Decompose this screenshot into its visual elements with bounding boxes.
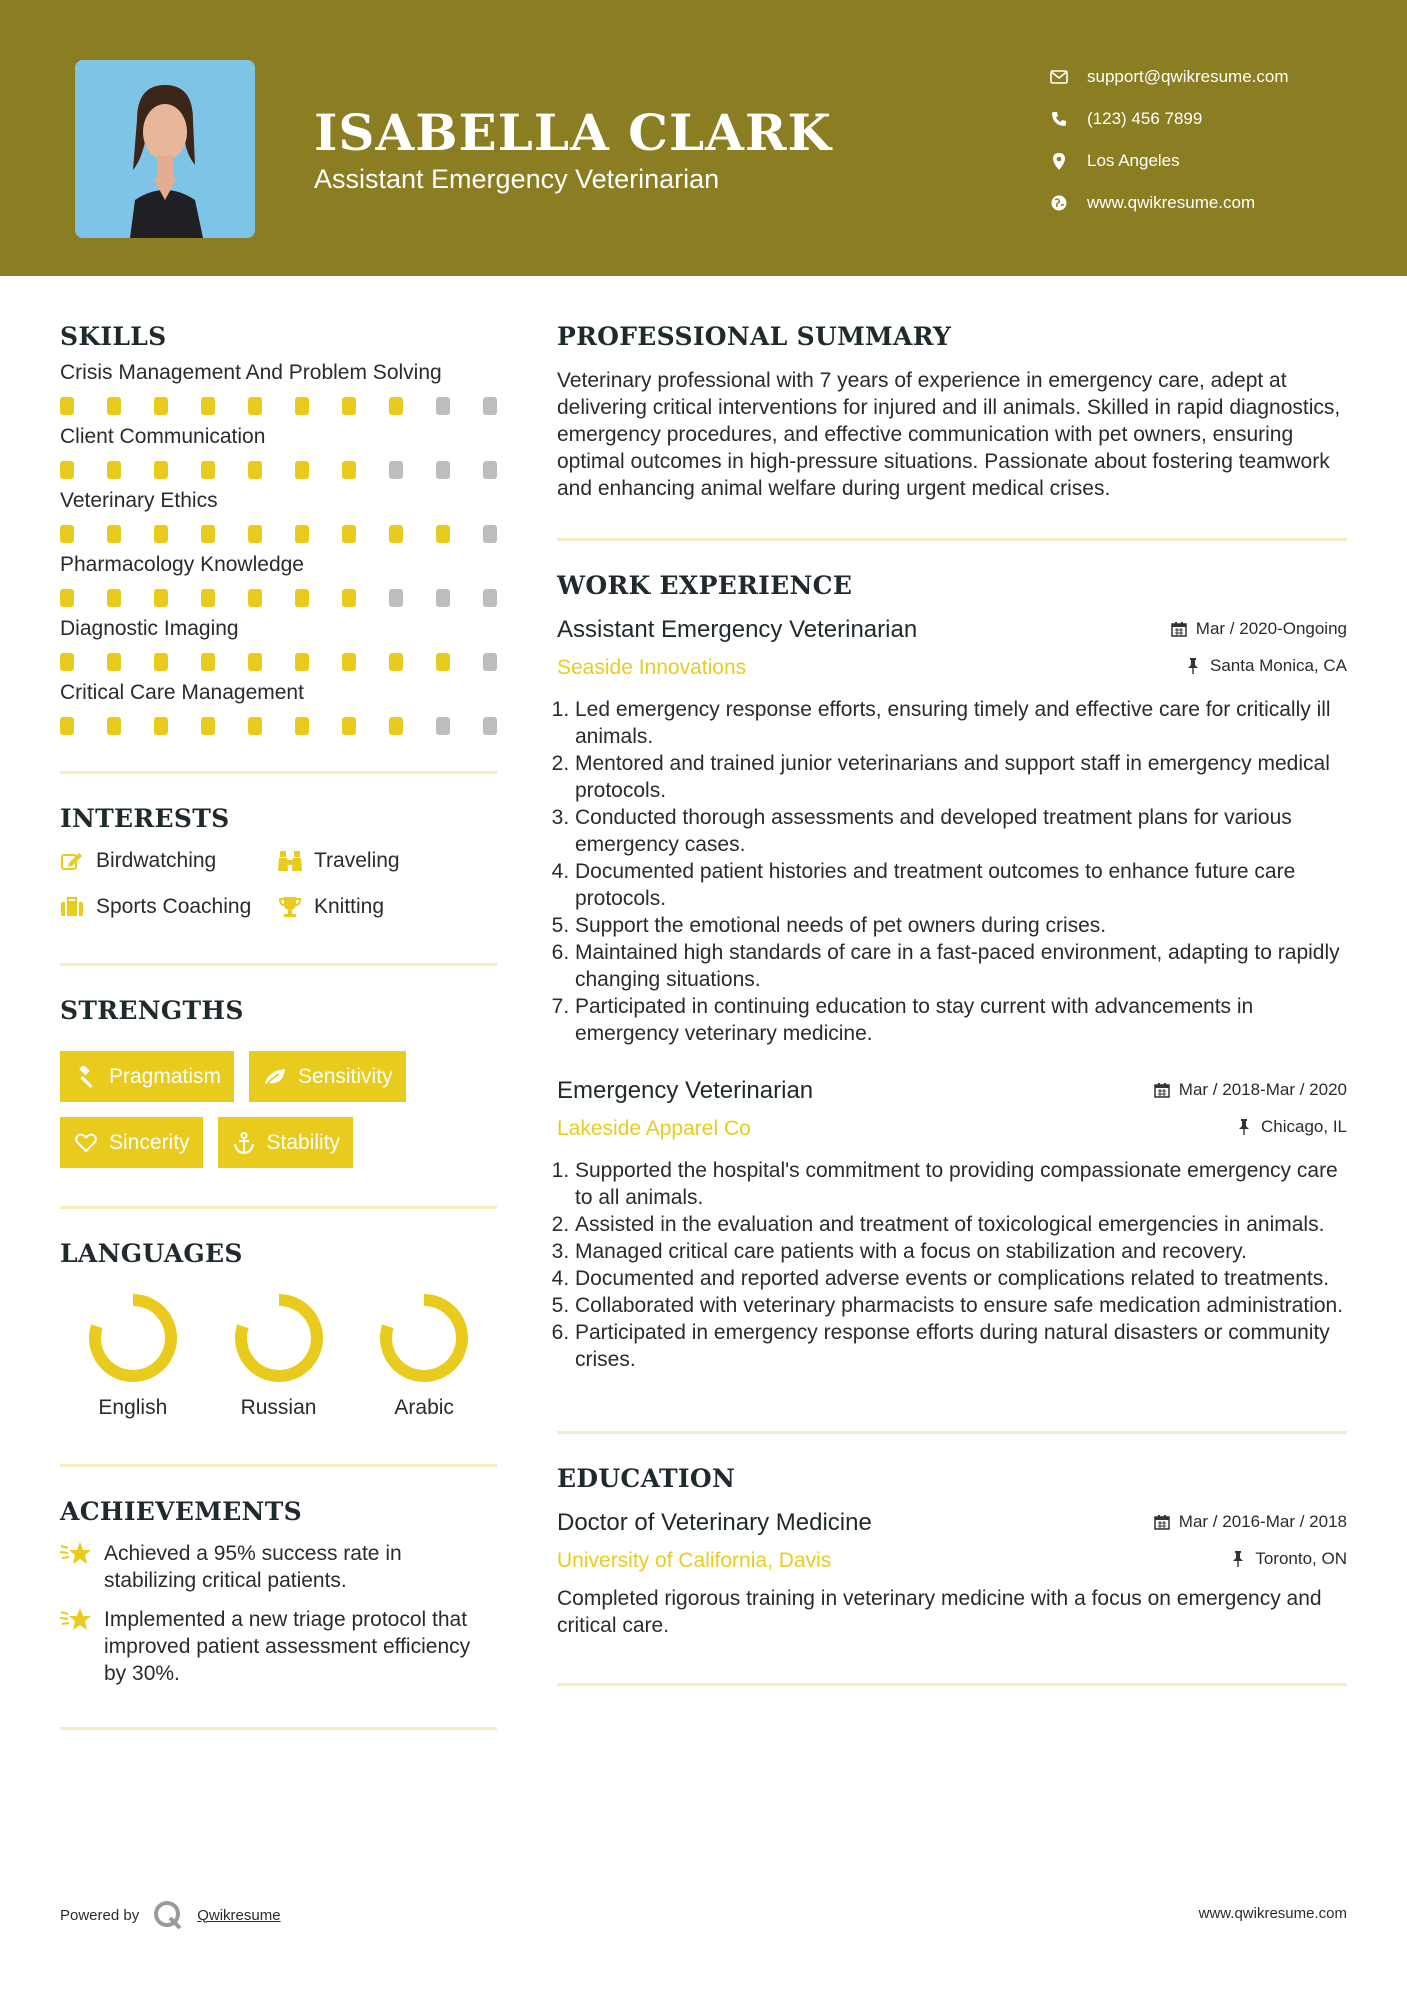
contact-phone-text: (123) 456 7899 xyxy=(1087,109,1203,128)
skill-dot-filled xyxy=(201,653,215,671)
contact-website-text: www.qwikresume.com xyxy=(1087,193,1256,212)
map-pin-icon xyxy=(1049,151,1069,171)
job-bullets xyxy=(557,1157,1347,1373)
interest-label: Sports Coaching xyxy=(96,895,252,918)
strength-tag xyxy=(60,1117,203,1168)
job-bullet: 6. Participated in emergency response efforts during natural disasters or community crises. xyxy=(575,1319,1347,1373)
skill-dot-filled xyxy=(248,461,262,479)
skill-dot-empty xyxy=(483,525,497,543)
pencil-square-icon xyxy=(60,849,84,873)
skill-dot-filled xyxy=(201,717,215,735)
skill-dot-filled xyxy=(436,653,450,671)
skill-dot-filled xyxy=(436,525,450,543)
job-location xyxy=(1184,656,1347,676)
skill-dot-filled xyxy=(295,525,309,543)
job-bullet: 5. Support the emotional needs of pet owners during crises. xyxy=(575,912,1347,939)
skill-dot-filled xyxy=(342,717,356,735)
skill-dot-filled xyxy=(342,397,356,415)
education-dates xyxy=(1153,1512,1347,1532)
achievements-heading: ACHIEVEMENTS xyxy=(60,1497,302,1526)
briefcase-icon xyxy=(60,895,84,919)
skill-dot-empty xyxy=(436,717,450,735)
skill-rating xyxy=(60,397,497,415)
interest-label: Birdwatching xyxy=(96,849,217,872)
job-title: Emergency Veterinarian xyxy=(557,1077,814,1104)
calendar-icon xyxy=(1153,1081,1171,1099)
footer-powered-by xyxy=(60,1900,281,1930)
language-label: Arabic xyxy=(394,1396,454,1419)
profile-photo xyxy=(75,60,255,238)
summary-text: Veterinary professional with 7 years of experience in emergency care, adept at delivering critical interventions for injured and ill animals. Skilled in rapid diagnostics, emergency procedures, and effective communication with pet owners, ensuring optimal outcomes in high-pressure situations. Passionate about fostering teamwork and enhancing animal welfare during urgent medical crises. xyxy=(557,369,1341,500)
skill-dot-filled xyxy=(60,589,74,607)
calendar-icon xyxy=(1153,1513,1171,1531)
job-subheader xyxy=(557,656,1347,680)
skill-name: Diagnostic Imaging xyxy=(60,617,239,640)
job-bullet: 1. Led emergency response efforts, ensuring timely and effective care for critically ill animals. xyxy=(575,696,1347,750)
education-entry xyxy=(557,1509,1347,1639)
language-proficiency-ring xyxy=(85,1290,181,1386)
skill-dot-filled xyxy=(60,461,74,479)
skill-dot-filled xyxy=(389,717,403,735)
skill-dot-filled xyxy=(295,461,309,479)
strengths-heading: STRENGTHS xyxy=(60,996,244,1025)
footer-website[interactable]: www.qwikresume.com xyxy=(1198,1905,1347,1922)
interests-list xyxy=(60,849,497,919)
experience-heading: WORK EXPERIENCE xyxy=(557,571,853,600)
skill-dot-filled xyxy=(107,461,121,479)
skill-dot-filled xyxy=(201,589,215,607)
skill-dot-filled xyxy=(154,525,168,543)
language-item xyxy=(351,1290,497,1420)
skill-dot-filled xyxy=(248,525,262,543)
contact-list xyxy=(1049,56,1289,224)
achievements-list xyxy=(60,1540,497,1687)
pushpin-icon xyxy=(1184,657,1202,675)
job-bullet: 2. Mentored and trained junior veterinarians and support staff in emergency medical protocols. xyxy=(575,750,1347,804)
skill-dot-filled xyxy=(342,525,356,543)
language-proficiency-ring xyxy=(231,1290,327,1386)
job-bullet: 6. Maintained high standards of care in a fast-paced environment, adapting to rapidly changing situations. xyxy=(575,939,1347,993)
interest-label: Knitting xyxy=(314,895,385,918)
strength-label: Sensitivity xyxy=(298,1064,393,1088)
pushpin-icon xyxy=(1235,1118,1253,1136)
skill-dot-empty xyxy=(483,589,497,607)
left-column xyxy=(60,322,497,1730)
interests-heading: INTERESTS xyxy=(60,804,230,833)
section-divider xyxy=(60,963,497,966)
skill-dot-empty xyxy=(483,397,497,415)
skill-dot-filled xyxy=(60,653,74,671)
job-header xyxy=(557,1077,1347,1105)
job-bullet: 4. Documented patient histories and treatment outcomes to enhance future care protocols. xyxy=(575,858,1347,912)
skill-dot-empty xyxy=(389,461,403,479)
job-company: Lakeside Apparel Co xyxy=(557,1117,751,1140)
job-entry xyxy=(557,1077,1347,1373)
skill-dot-empty xyxy=(483,461,497,479)
skill-item xyxy=(60,361,497,415)
skill-dot-filled xyxy=(248,653,262,671)
skill-dot-filled xyxy=(107,653,121,671)
strength-label: Sincerity xyxy=(109,1130,190,1154)
job-dates-text: Mar / 2020-Ongoing xyxy=(1195,619,1347,638)
pushpin-icon xyxy=(1229,1550,1247,1568)
skill-name: Crisis Management And Problem Solving xyxy=(60,361,442,384)
skills-heading: SKILLS xyxy=(60,322,167,351)
interest-item xyxy=(60,849,278,873)
contact-location xyxy=(1049,140,1289,182)
skill-dot-filled xyxy=(295,589,309,607)
gavel-icon xyxy=(73,1065,99,1089)
skill-dot-filled xyxy=(295,397,309,415)
skill-dot-filled xyxy=(248,397,262,415)
skill-dot-filled xyxy=(154,653,168,671)
skill-dot-empty xyxy=(389,589,403,607)
skill-item xyxy=(60,617,497,671)
skill-dot-filled xyxy=(107,397,121,415)
job-title: Assistant Emergency Veterinarian xyxy=(557,616,918,643)
skill-dot-filled xyxy=(389,525,403,543)
skill-dot-filled xyxy=(154,589,168,607)
skill-dot-empty xyxy=(483,653,497,671)
education-subheader xyxy=(557,1549,1347,1573)
achievement-text: Achieved a 95% success rate in stabilizing critical patients. xyxy=(104,1542,402,1592)
section-divider xyxy=(557,1683,1347,1686)
leaf-icon xyxy=(262,1065,288,1089)
job-dates xyxy=(1153,1080,1347,1100)
job-bullet: 3. Conducted thorough assessments and developed treatment plans for various emergency cases. xyxy=(575,804,1347,858)
education-location xyxy=(1229,1549,1347,1569)
skill-item xyxy=(60,425,497,479)
job-subheader xyxy=(557,1117,1347,1141)
skill-dot-filled xyxy=(154,717,168,735)
job-dates-text: Mar / 2018-Mar / 2020 xyxy=(1178,1080,1347,1099)
skill-dot-filled xyxy=(201,397,215,415)
section-divider xyxy=(557,538,1347,541)
job-location-text: Santa Monica, CA xyxy=(1209,656,1347,675)
shooting-star-icon xyxy=(60,1606,92,1634)
skill-dot-filled xyxy=(248,717,262,735)
interest-item xyxy=(60,895,278,919)
job-bullet: 4. Documented and reported adverse events or complications related to treatments. xyxy=(575,1265,1347,1292)
strength-tag xyxy=(218,1117,354,1168)
skill-name: Pharmacology Knowledge xyxy=(60,553,304,576)
language-item xyxy=(60,1290,206,1420)
achievement-item xyxy=(60,1540,497,1594)
skill-rating xyxy=(60,461,497,479)
job-entry xyxy=(557,616,1347,1047)
section-divider xyxy=(60,1727,497,1730)
heart-icon xyxy=(73,1131,99,1155)
skill-dot-filled xyxy=(342,653,356,671)
skill-dot-empty xyxy=(483,717,497,735)
job-bullet: 2. Assisted in the evaluation and treatment of toxicological emergencies in animals. xyxy=(575,1211,1347,1238)
strength-label: Pragmatism xyxy=(109,1064,222,1088)
skill-rating xyxy=(60,653,497,671)
contact-email-text: support@qwikresume.com xyxy=(1087,67,1289,86)
section-divider xyxy=(60,1464,497,1467)
skill-name: Client Communication xyxy=(60,425,266,448)
job-dates xyxy=(1170,619,1347,639)
education-degree: Doctor of Veterinary Medicine xyxy=(557,1509,872,1536)
summary-heading: PROFESSIONAL SUMMARY xyxy=(557,322,952,351)
skill-item xyxy=(60,681,497,735)
achievement-item xyxy=(60,1606,497,1687)
header-band xyxy=(0,0,1407,276)
strength-tag xyxy=(60,1051,234,1102)
envelope-icon xyxy=(1049,67,1069,87)
powered-by-text: Powered by xyxy=(60,1906,140,1924)
language-label: Russian xyxy=(240,1396,317,1419)
interest-item xyxy=(278,895,478,919)
candidate-name: ISABELLA CLARK xyxy=(314,103,832,162)
job-bullets xyxy=(557,696,1347,1047)
section-divider xyxy=(60,1206,497,1209)
section-divider xyxy=(557,1431,1347,1434)
skill-dot-filled xyxy=(107,525,121,543)
education-heading: EDUCATION xyxy=(557,1464,736,1493)
shooting-star-icon xyxy=(60,1540,92,1568)
skill-dot-filled xyxy=(389,653,403,671)
skill-dot-filled xyxy=(201,525,215,543)
candidate-title: Assistant Emergency Veterinarian xyxy=(314,164,720,194)
skill-dot-empty xyxy=(436,589,450,607)
skill-dot-filled xyxy=(60,717,74,735)
qwikresume-logo-icon xyxy=(153,1900,183,1930)
skill-rating xyxy=(60,525,497,543)
job-bullet: 5. Collaborated with veterinary pharmacists to ensure safe medication administration. xyxy=(575,1292,1347,1319)
contact-email[interactable] xyxy=(1049,56,1289,98)
skill-dot-filled xyxy=(342,589,356,607)
skill-dot-filled xyxy=(154,461,168,479)
trophy-icon xyxy=(278,895,302,919)
education-location-text: Toronto, ON xyxy=(1255,1549,1347,1568)
job-header xyxy=(557,616,1347,644)
skill-dot-empty xyxy=(436,397,450,415)
section-divider xyxy=(60,771,497,774)
brand-link[interactable]: Qwikresume xyxy=(197,1906,281,1924)
language-item xyxy=(206,1290,352,1420)
skill-dot-filled xyxy=(60,397,74,415)
job-bullet: 3. Managed critical care patients with a focus on stabilization and recovery. xyxy=(575,1238,1347,1265)
job-location xyxy=(1235,1117,1347,1137)
globe-icon xyxy=(1049,193,1069,213)
languages-heading: LANGUAGES xyxy=(60,1239,243,1268)
skills-list xyxy=(60,361,497,735)
interest-label: Traveling xyxy=(314,849,400,872)
skill-dot-filled xyxy=(295,717,309,735)
skill-item xyxy=(60,489,497,543)
language-label: English xyxy=(98,1396,168,1419)
skill-item xyxy=(60,553,497,607)
skill-name: Veterinary Ethics xyxy=(60,489,218,512)
strength-tag xyxy=(249,1051,406,1102)
phone-icon xyxy=(1049,109,1069,129)
skill-name: Critical Care Management xyxy=(60,681,304,704)
skill-dot-filled xyxy=(107,717,121,735)
strengths-list xyxy=(60,1051,497,1168)
language-proficiency-ring xyxy=(376,1290,472,1386)
skill-dot-filled xyxy=(248,589,262,607)
languages-list xyxy=(60,1290,497,1420)
anchor-icon xyxy=(231,1131,257,1155)
skill-dot-filled xyxy=(107,589,121,607)
skill-dot-empty xyxy=(436,461,450,479)
job-bullet: 7. Participated in continuing education to stay current with advancements in emergency veterinary medicine. xyxy=(575,993,1347,1047)
skill-dot-filled xyxy=(201,461,215,479)
skill-dot-filled xyxy=(295,653,309,671)
job-company: Seaside Innovations xyxy=(557,656,747,679)
skill-dot-filled xyxy=(60,525,74,543)
achievement-text: Implemented a new triage protocol that improved patient assessment efficiency by 30%. xyxy=(104,1608,471,1685)
job-bullet: 1. Supported the hospital's commitment to providing compassionate emergency care to all animals. xyxy=(575,1157,1347,1211)
right-column xyxy=(557,322,1347,1686)
contact-phone[interactable] xyxy=(1049,98,1289,140)
calendar-icon xyxy=(1170,620,1188,638)
binoculars-icon xyxy=(278,849,302,873)
education-header xyxy=(557,1509,1347,1537)
contact-website[interactable] xyxy=(1049,182,1289,224)
education-description: Completed rigorous training in veterinary medicine with a focus on emergency and critical care. xyxy=(557,1587,1322,1637)
job-location-text: Chicago, IL xyxy=(1261,1117,1347,1136)
skill-dot-filled xyxy=(389,397,403,415)
contact-location-text: Los Angeles xyxy=(1087,151,1180,170)
interest-item xyxy=(278,849,478,873)
skill-dot-filled xyxy=(154,397,168,415)
education-school: University of California, Davis xyxy=(557,1549,832,1572)
skill-rating xyxy=(60,589,497,607)
strength-label: Stability xyxy=(266,1130,341,1154)
skill-dot-filled xyxy=(342,461,356,479)
education-dates-text: Mar / 2016-Mar / 2018 xyxy=(1178,1512,1347,1531)
skill-rating xyxy=(60,717,497,735)
